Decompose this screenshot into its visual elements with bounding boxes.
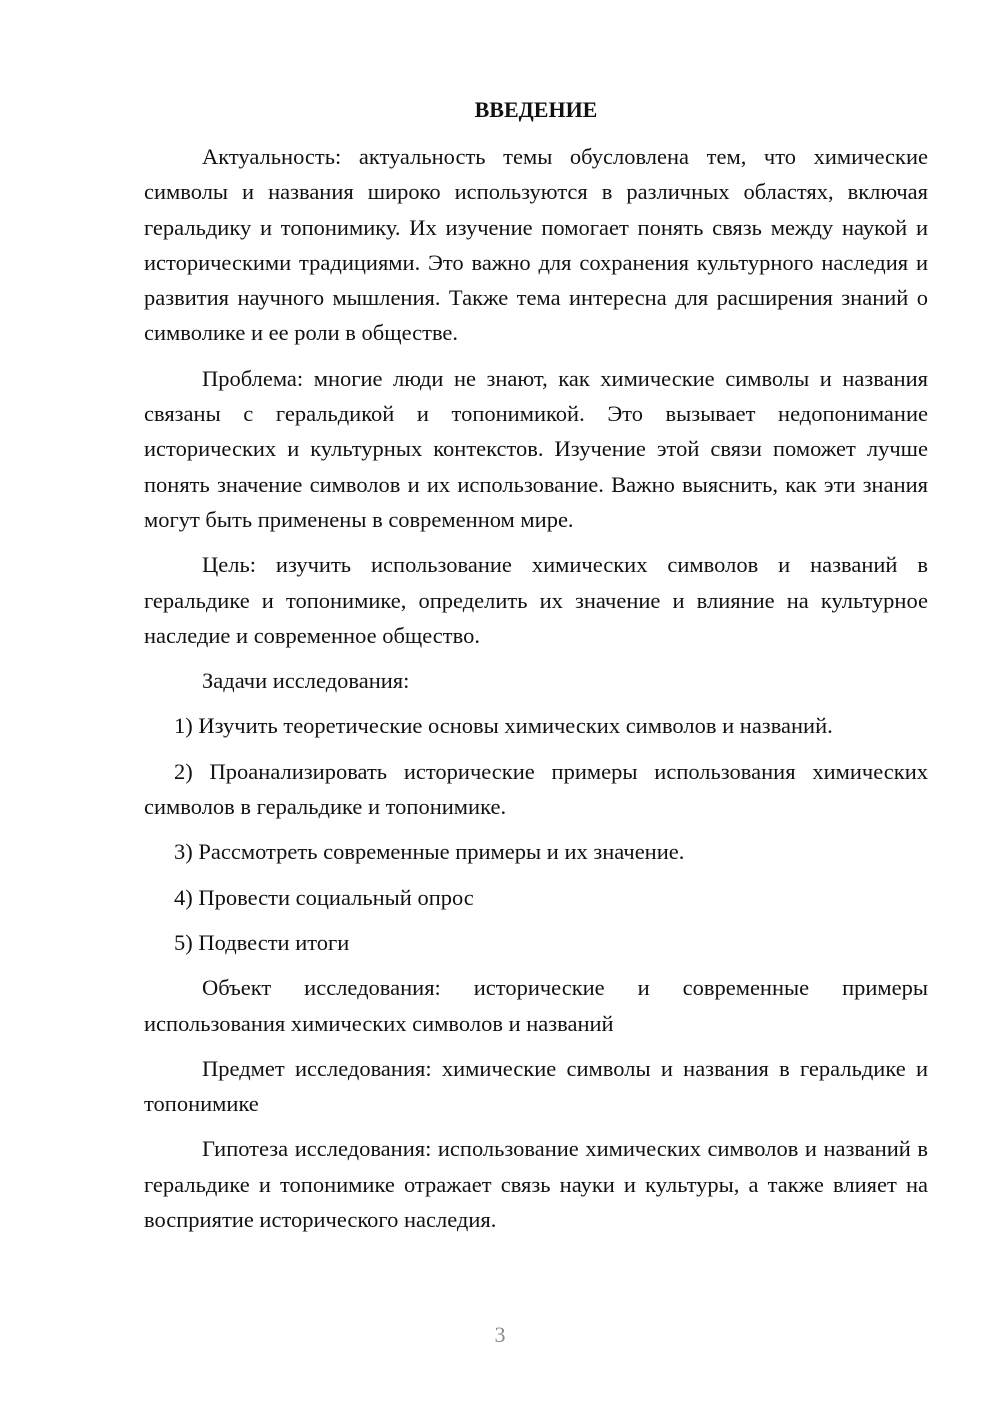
page-content (144, 92, 928, 1247)
task-item-3: 3) Рассмотреть современные примеры и их значение. (174, 839, 685, 865)
section-heading: ВВЕДЕНИЕ (474, 97, 598, 122)
task-item-4: 4) Провести социальный опрос (174, 884, 474, 910)
paragraph-hypothesis: Гипотеза исследования: использование химических символов и названий в геральдике и топонимике отражает связь науки и культуры, а также влияет на восприятие исторического наследия. (144, 1136, 928, 1233)
paragraph-problem: Проблема: многие люди не знают, как химические символы и названия связаны с геральдикой и топонимикой. Это вызывает недопонимание исторических и культурных контекстов. Изучение этой связи поможет лучше понять значение символов и их использование. Важно выяснить, как эти знания могут быть применены в современном мире. (144, 365, 928, 532)
task-item-5: 5) Подвести итоги (174, 929, 350, 955)
paragraph-relevance: Актуальность: актуальность темы обусловлена тем, что химические символы и названия широко используются в различных областях, включая геральдику и топонимику. Их изучение помогает понять связь между наукой и историческими традициями. Это важно для сохранения культурного наследия и развития научного мышления. Также тема интересна для расширения знаний о символике и ее роли в обществе. (144, 144, 928, 346)
paragraph-goal: Цель: изучить использование химических символов и названий в геральдике и топонимике, определить их значение и влияние на культурное наследие и современное общество. (144, 552, 928, 648)
paragraph-tasks-intro: Задачи исследования: (202, 668, 410, 694)
paragraph-subject: Предмет исследования: химические символы и названия в геральдике и топонимике (144, 1055, 928, 1117)
page-number: 3 (494, 1322, 506, 1347)
paragraph-object: Объект исследования: исторические и современные примеры использования химических символов и названий (144, 975, 928, 1036)
task-item-1: 1) Изучить теоретические основы химических символов и названий. (174, 713, 833, 739)
task-item-2: 2) Проанализировать исторические примеры использования химических символов в геральдике и топонимике. (144, 758, 928, 820)
